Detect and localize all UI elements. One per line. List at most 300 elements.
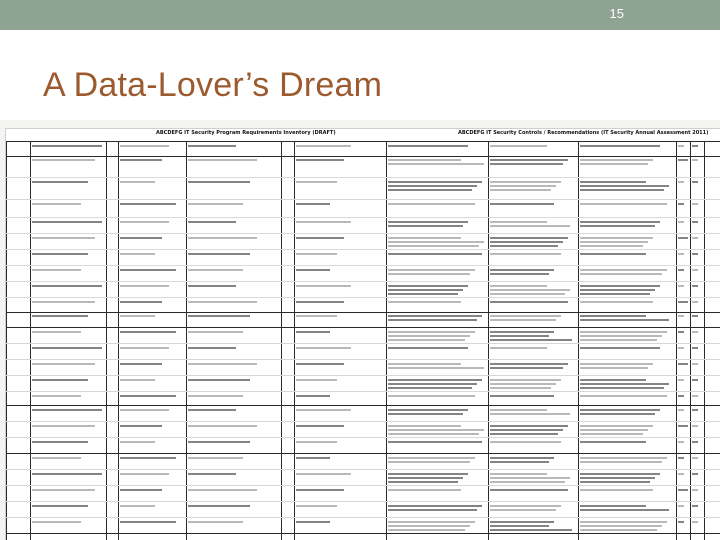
cell-text-placeholder bbox=[490, 331, 554, 333]
cell-text-placeholder bbox=[490, 461, 549, 463]
cell-text-placeholder bbox=[580, 481, 650, 483]
cell-text-placeholder bbox=[678, 181, 684, 183]
cell-text-placeholder bbox=[388, 301, 461, 303]
cell-text-placeholder bbox=[32, 505, 88, 507]
cell-text-placeholder bbox=[388, 413, 463, 415]
grid-column-line bbox=[676, 141, 677, 540]
cell-text-placeholder bbox=[296, 457, 330, 459]
cell-text-placeholder bbox=[580, 521, 667, 523]
grid-section-line bbox=[6, 156, 720, 157]
cell-text-placeholder bbox=[490, 387, 551, 389]
cell-text-placeholder bbox=[580, 289, 655, 291]
cell-text-placeholder bbox=[490, 339, 572, 341]
cell-text-placeholder bbox=[388, 335, 470, 337]
cell-text-placeholder bbox=[490, 273, 549, 275]
cell-text-placeholder bbox=[490, 429, 563, 431]
grid-section-line bbox=[6, 312, 720, 313]
cell-text-placeholder bbox=[32, 253, 88, 255]
cell-text-placeholder bbox=[490, 289, 570, 291]
grid-row-line bbox=[6, 281, 720, 282]
cell-text-placeholder bbox=[32, 181, 88, 183]
cell-text-placeholder bbox=[388, 425, 461, 427]
cell-text-placeholder bbox=[490, 413, 570, 415]
cell-text-placeholder bbox=[490, 529, 572, 531]
cell-text-placeholder bbox=[296, 203, 330, 205]
cell-text-placeholder bbox=[388, 237, 461, 239]
cell-text-placeholder bbox=[580, 225, 655, 227]
grid-row-line bbox=[6, 177, 720, 178]
cell-text-placeholder bbox=[388, 505, 482, 507]
cell-text-placeholder bbox=[388, 367, 484, 369]
cell-text-placeholder bbox=[580, 245, 643, 247]
cell-text-placeholder bbox=[188, 285, 236, 287]
cell-text-placeholder bbox=[188, 409, 236, 411]
cell-text-placeholder bbox=[388, 185, 477, 187]
grid-section-line bbox=[6, 453, 720, 454]
cell-text-placeholder bbox=[188, 489, 257, 491]
cell-text-placeholder bbox=[692, 379, 698, 381]
cell-text-placeholder bbox=[32, 237, 95, 239]
cell-text-placeholder bbox=[32, 379, 88, 381]
cell-text-placeholder bbox=[692, 159, 698, 161]
cell-text-placeholder bbox=[188, 221, 236, 223]
cell-text-placeholder bbox=[490, 363, 568, 365]
cell-text-placeholder bbox=[32, 395, 81, 397]
cell-text-placeholder bbox=[296, 379, 337, 381]
grid-row-line bbox=[6, 249, 720, 250]
cell-text-placeholder bbox=[580, 367, 648, 369]
cell-text-placeholder bbox=[678, 409, 684, 411]
cell-text-placeholder bbox=[678, 315, 684, 317]
cell-text-placeholder bbox=[188, 457, 243, 459]
cell-text-placeholder bbox=[388, 253, 482, 255]
grid-row-line bbox=[6, 421, 720, 422]
grid-row-line bbox=[6, 501, 720, 502]
cell-text-placeholder bbox=[120, 237, 162, 239]
cell-text-placeholder bbox=[490, 383, 556, 385]
cell-text-placeholder bbox=[692, 425, 698, 427]
cell-text-placeholder bbox=[188, 347, 236, 349]
cell-text-placeholder bbox=[296, 441, 337, 443]
cell-text-placeholder bbox=[32, 473, 102, 475]
cell-text-placeholder bbox=[490, 505, 561, 507]
cell-text-placeholder bbox=[388, 285, 468, 287]
cell-text-placeholder bbox=[120, 331, 176, 333]
cell-text-placeholder bbox=[296, 159, 344, 161]
cell-text-placeholder bbox=[120, 347, 169, 349]
grid-column-line bbox=[281, 141, 282, 540]
cell-text-placeholder bbox=[120, 521, 176, 523]
cell-text-placeholder bbox=[692, 505, 698, 507]
cell-text-placeholder bbox=[388, 529, 465, 531]
cell-text-placeholder bbox=[580, 253, 646, 255]
grid-column-line bbox=[6, 141, 7, 540]
grid-row-line bbox=[6, 375, 720, 376]
cell-text-placeholder bbox=[580, 203, 667, 205]
cell-text-placeholder bbox=[692, 395, 698, 397]
cell-text-placeholder bbox=[296, 347, 351, 349]
cell-text-placeholder bbox=[580, 477, 655, 479]
cell-text-placeholder bbox=[580, 379, 646, 381]
grid-row-line bbox=[6, 265, 720, 266]
cell-text-placeholder bbox=[678, 441, 684, 443]
cell-text-placeholder bbox=[388, 331, 475, 333]
cell-text-placeholder bbox=[580, 429, 648, 431]
cell-text-placeholder bbox=[120, 363, 162, 365]
cell-text-placeholder bbox=[490, 319, 556, 321]
cell-text-placeholder bbox=[32, 159, 95, 161]
cell-text-placeholder bbox=[580, 529, 657, 531]
cell-text-placeholder bbox=[580, 331, 667, 333]
cell-text-placeholder bbox=[388, 409, 468, 411]
cell-text-placeholder bbox=[296, 237, 344, 239]
grid-row-line bbox=[6, 343, 720, 344]
cell-text-placeholder bbox=[490, 189, 551, 191]
cell-text-placeholder bbox=[32, 409, 102, 411]
cell-text-placeholder bbox=[388, 525, 470, 527]
cell-text-placeholder bbox=[678, 203, 684, 205]
cell-text-placeholder bbox=[388, 203, 475, 205]
cell-text-placeholder bbox=[692, 269, 698, 271]
cell-text-placeholder bbox=[580, 163, 648, 165]
cell-text-placeholder bbox=[388, 241, 484, 243]
cell-text-placeholder bbox=[678, 457, 684, 459]
cell-text-placeholder bbox=[296, 473, 351, 475]
cell-text-placeholder bbox=[580, 185, 669, 187]
spreadsheet-grid bbox=[5, 128, 720, 540]
grid-row-line bbox=[6, 437, 720, 438]
cell-text-placeholder bbox=[678, 285, 684, 287]
cell-text-placeholder bbox=[490, 441, 561, 443]
cell-text-placeholder bbox=[490, 489, 568, 491]
cell-text-placeholder bbox=[120, 221, 169, 223]
cell-text-placeholder bbox=[188, 181, 250, 183]
cell-text-placeholder bbox=[296, 489, 344, 491]
cell-text-placeholder bbox=[296, 425, 344, 427]
cell-text-placeholder bbox=[490, 145, 547, 147]
cell-text-placeholder bbox=[692, 441, 698, 443]
cell-text-placeholder bbox=[692, 221, 698, 223]
grid-column-line bbox=[30, 141, 31, 540]
cell-text-placeholder bbox=[388, 225, 463, 227]
cell-text-placeholder bbox=[388, 319, 477, 321]
cell-text-placeholder bbox=[490, 525, 549, 527]
cell-text-placeholder bbox=[678, 425, 688, 427]
cell-text-placeholder bbox=[490, 335, 549, 337]
cell-text-placeholder bbox=[678, 159, 688, 161]
cell-text-placeholder bbox=[120, 145, 169, 147]
cell-text-placeholder bbox=[120, 425, 162, 427]
cell-text-placeholder bbox=[120, 301, 162, 303]
cell-text-placeholder bbox=[296, 521, 330, 523]
cell-text-placeholder bbox=[296, 285, 351, 287]
spreadsheet-header-row bbox=[6, 129, 720, 142]
cell-text-placeholder bbox=[32, 457, 81, 459]
cell-text-placeholder bbox=[120, 409, 169, 411]
cell-text-placeholder bbox=[388, 163, 484, 165]
cell-text-placeholder bbox=[388, 457, 475, 459]
cell-text-placeholder bbox=[490, 315, 561, 317]
cell-text-placeholder bbox=[678, 473, 684, 475]
cell-text-placeholder bbox=[388, 383, 477, 385]
cell-text-placeholder bbox=[388, 315, 482, 317]
cell-text-placeholder bbox=[580, 461, 662, 463]
cell-text-placeholder bbox=[490, 225, 570, 227]
cell-text-placeholder bbox=[490, 245, 558, 247]
cell-text-placeholder bbox=[188, 301, 257, 303]
cell-text-placeholder bbox=[388, 293, 458, 295]
slide-header-bar bbox=[0, 0, 720, 30]
cell-text-placeholder bbox=[580, 425, 653, 427]
cell-text-placeholder bbox=[580, 473, 660, 475]
cell-text-placeholder bbox=[580, 505, 646, 507]
cell-text-placeholder bbox=[32, 425, 95, 427]
cell-text-placeholder bbox=[388, 159, 461, 161]
cell-text-placeholder bbox=[490, 395, 554, 397]
cell-text-placeholder bbox=[692, 145, 698, 147]
cell-text-placeholder bbox=[188, 395, 243, 397]
header-left-text: ABCDEFG IT Security Program Requirements Inventory (DRAFT) bbox=[156, 130, 336, 136]
cell-text-placeholder bbox=[678, 253, 684, 255]
grid-row-line bbox=[6, 233, 720, 234]
cell-text-placeholder bbox=[32, 203, 81, 205]
cell-text-placeholder bbox=[296, 331, 330, 333]
cell-text-placeholder bbox=[490, 221, 547, 223]
cell-text-placeholder bbox=[32, 285, 102, 287]
cell-text-placeholder bbox=[580, 509, 669, 511]
cell-text-placeholder bbox=[490, 285, 547, 287]
cell-text-placeholder bbox=[692, 315, 698, 317]
cell-text-placeholder bbox=[580, 315, 646, 317]
cell-text-placeholder bbox=[188, 379, 250, 381]
cell-text-placeholder bbox=[490, 241, 563, 243]
cell-text-placeholder bbox=[388, 477, 463, 479]
cell-text-placeholder bbox=[580, 433, 643, 435]
cell-text-placeholder bbox=[388, 339, 465, 341]
cell-text-placeholder bbox=[490, 481, 565, 483]
cell-text-placeholder bbox=[580, 159, 653, 161]
cell-text-placeholder bbox=[188, 505, 250, 507]
cell-text-placeholder bbox=[580, 189, 664, 191]
cell-text-placeholder bbox=[490, 457, 554, 459]
cell-text-placeholder bbox=[580, 441, 646, 443]
cell-text-placeholder bbox=[580, 409, 660, 411]
cell-text-placeholder bbox=[188, 441, 250, 443]
cell-text-placeholder bbox=[388, 181, 482, 183]
cell-text-placeholder bbox=[490, 301, 568, 303]
cell-text-placeholder bbox=[188, 473, 236, 475]
cell-text-placeholder bbox=[580, 269, 667, 271]
cell-text-placeholder bbox=[388, 347, 468, 349]
cell-text-placeholder bbox=[388, 245, 479, 247]
cell-text-placeholder bbox=[188, 521, 243, 523]
cell-text-placeholder bbox=[678, 379, 684, 381]
slide-number: 15 bbox=[609, 6, 624, 21]
cell-text-placeholder bbox=[388, 145, 468, 147]
grid-row-line bbox=[6, 297, 720, 298]
cell-text-placeholder bbox=[580, 273, 662, 275]
cell-text-placeholder bbox=[678, 347, 684, 349]
cell-text-placeholder bbox=[388, 221, 468, 223]
cell-text-placeholder bbox=[692, 203, 698, 205]
cell-text-placeholder bbox=[120, 181, 155, 183]
cell-text-placeholder bbox=[490, 237, 568, 239]
cell-text-placeholder bbox=[32, 145, 102, 147]
cell-text-placeholder bbox=[388, 521, 475, 523]
cell-text-placeholder bbox=[490, 477, 570, 479]
cell-text-placeholder bbox=[580, 319, 669, 321]
cell-text-placeholder bbox=[490, 163, 563, 165]
grid-column-line bbox=[186, 141, 187, 540]
cell-text-placeholder bbox=[32, 221, 102, 223]
cell-text-placeholder bbox=[490, 181, 561, 183]
cell-text-placeholder bbox=[490, 433, 558, 435]
cell-text-placeholder bbox=[678, 301, 688, 303]
cell-text-placeholder bbox=[580, 347, 660, 349]
cell-text-placeholder bbox=[692, 363, 698, 365]
cell-text-placeholder bbox=[32, 269, 81, 271]
cell-text-placeholder bbox=[120, 159, 162, 161]
cell-text-placeholder bbox=[120, 395, 176, 397]
cell-text-placeholder bbox=[580, 395, 667, 397]
cell-text-placeholder bbox=[580, 181, 646, 183]
cell-text-placeholder bbox=[692, 473, 698, 475]
cell-text-placeholder bbox=[490, 253, 561, 255]
cell-text-placeholder bbox=[296, 181, 337, 183]
cell-text-placeholder bbox=[296, 505, 337, 507]
cell-text-placeholder bbox=[296, 395, 330, 397]
grid-row-line bbox=[6, 391, 720, 392]
cell-text-placeholder bbox=[692, 489, 698, 491]
cell-text-placeholder bbox=[490, 293, 565, 295]
cell-text-placeholder bbox=[490, 347, 547, 349]
cell-text-placeholder bbox=[188, 203, 243, 205]
cell-text-placeholder bbox=[188, 159, 257, 161]
cell-text-placeholder bbox=[188, 145, 236, 147]
cell-text-placeholder bbox=[678, 237, 688, 239]
cell-text-placeholder bbox=[388, 363, 461, 365]
cell-text-placeholder bbox=[580, 335, 662, 337]
cell-text-placeholder bbox=[120, 269, 176, 271]
cell-text-placeholder bbox=[388, 273, 470, 275]
cell-text-placeholder bbox=[490, 379, 561, 381]
grid-column-line bbox=[578, 141, 579, 540]
cell-text-placeholder bbox=[188, 237, 257, 239]
cell-text-placeholder bbox=[120, 457, 176, 459]
cell-text-placeholder bbox=[580, 237, 653, 239]
cell-text-placeholder bbox=[296, 409, 351, 411]
cell-text-placeholder bbox=[678, 363, 688, 365]
cell-text-placeholder bbox=[580, 363, 653, 365]
cell-text-placeholder bbox=[580, 489, 653, 491]
cell-text-placeholder bbox=[580, 339, 657, 341]
grid-section-line bbox=[6, 327, 720, 328]
slide-title: A Data-Lover’s Dream bbox=[43, 66, 383, 104]
cell-text-placeholder bbox=[188, 331, 243, 333]
grid-column-line bbox=[690, 141, 691, 540]
cell-text-placeholder bbox=[388, 269, 475, 271]
cell-text-placeholder bbox=[388, 461, 470, 463]
grid-row-line bbox=[6, 359, 720, 360]
cell-text-placeholder bbox=[580, 241, 648, 243]
cell-text-placeholder bbox=[580, 525, 662, 527]
cell-text-placeholder bbox=[490, 425, 568, 427]
cell-text-placeholder bbox=[388, 441, 482, 443]
cell-text-placeholder bbox=[678, 145, 684, 147]
cell-text-placeholder bbox=[188, 253, 250, 255]
cell-text-placeholder bbox=[120, 285, 169, 287]
cell-text-placeholder bbox=[490, 159, 568, 161]
cell-text-placeholder bbox=[490, 367, 563, 369]
grid-section-line bbox=[6, 405, 720, 406]
cell-text-placeholder bbox=[580, 285, 660, 287]
cell-text-placeholder bbox=[32, 441, 88, 443]
cell-text-placeholder bbox=[490, 269, 554, 271]
title-area bbox=[0, 30, 720, 121]
cell-text-placeholder bbox=[678, 331, 684, 333]
grid-column-line bbox=[294, 141, 295, 540]
cell-text-placeholder bbox=[296, 253, 337, 255]
cell-text-placeholder bbox=[678, 221, 684, 223]
cell-text-placeholder bbox=[490, 521, 554, 523]
cell-text-placeholder bbox=[580, 293, 650, 295]
cell-text-placeholder bbox=[32, 301, 95, 303]
cell-text-placeholder bbox=[32, 331, 81, 333]
cell-text-placeholder bbox=[490, 409, 547, 411]
grid-section-line bbox=[6, 533, 720, 534]
cell-text-placeholder bbox=[692, 521, 698, 523]
cell-text-placeholder bbox=[388, 429, 484, 431]
cell-text-placeholder bbox=[120, 315, 155, 317]
cell-text-placeholder bbox=[678, 521, 684, 523]
cell-text-placeholder bbox=[32, 347, 102, 349]
cell-text-placeholder bbox=[188, 269, 243, 271]
cell-text-placeholder bbox=[188, 315, 250, 317]
grid-row-line bbox=[6, 469, 720, 470]
cell-text-placeholder bbox=[120, 489, 162, 491]
cell-text-placeholder bbox=[692, 457, 698, 459]
cell-text-placeholder bbox=[120, 441, 155, 443]
cell-text-placeholder bbox=[120, 203, 176, 205]
cell-text-placeholder bbox=[188, 363, 257, 365]
cell-text-placeholder bbox=[120, 253, 155, 255]
grid-column-line bbox=[386, 141, 387, 540]
cell-text-placeholder bbox=[296, 145, 351, 147]
cell-text-placeholder bbox=[580, 457, 667, 459]
cell-text-placeholder bbox=[692, 347, 698, 349]
spreadsheet-image bbox=[0, 120, 720, 540]
cell-text-placeholder bbox=[388, 387, 472, 389]
cell-text-placeholder bbox=[296, 315, 337, 317]
cell-text-placeholder bbox=[388, 189, 472, 191]
cell-text-placeholder bbox=[388, 395, 475, 397]
cell-text-placeholder bbox=[388, 489, 461, 491]
grid-column-line bbox=[704, 141, 705, 540]
cell-text-placeholder bbox=[580, 145, 660, 147]
cell-text-placeholder bbox=[692, 181, 698, 183]
cell-text-placeholder bbox=[32, 363, 95, 365]
cell-text-placeholder bbox=[692, 253, 698, 255]
cell-text-placeholder bbox=[490, 509, 556, 511]
cell-text-placeholder bbox=[692, 285, 698, 287]
cell-text-placeholder bbox=[678, 489, 688, 491]
cell-text-placeholder bbox=[120, 379, 155, 381]
grid-column-line bbox=[106, 141, 107, 540]
cell-text-placeholder bbox=[692, 409, 698, 411]
grid-row-line bbox=[6, 485, 720, 486]
header-right-text: ABCDEFG IT Security Controls / Recommendations (IT Security Annual Assessment 2011) bbox=[458, 130, 709, 136]
cell-text-placeholder bbox=[296, 363, 344, 365]
